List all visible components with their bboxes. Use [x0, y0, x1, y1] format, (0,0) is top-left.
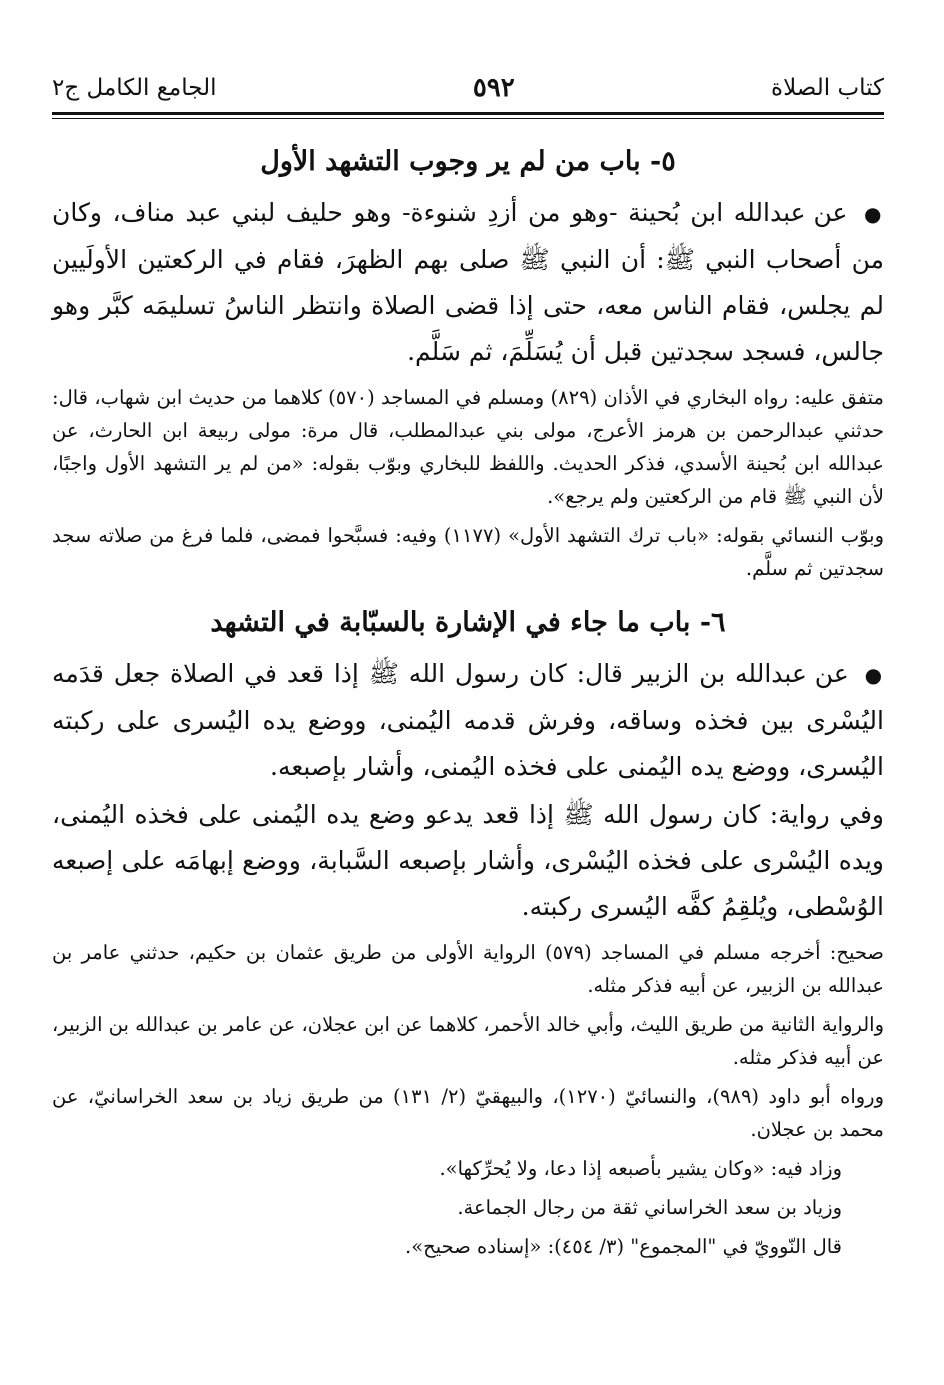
hadith-body: عن عبدالله ابن بُحينة -وهو من أزدِ شنوءة- وهو حليف لبني عبد مناف، وكان من أصحاب النبي ﷺ: أن النبي ﷺ صلى بهم الظهرَ، فقام في الركعتين الأولَيين لم يجلس، فقام الناس معه، حتى إذا قضى الصلاة وانتظر الناسُ تسليمَه كبَّر وهو جالس، فسجد سجدتين قبل أن يُسَلِّمَ، ثم سَلَّم. — [52, 198, 884, 366]
takhrij-note: صحيح: أخرجه مسلم في المساجد (٥٧٩) الرواية الأولى من طريق عثمان بن حكيم، حدثني عامر بن عبدالله بن الزبير، عن أبيه فذكر مثله. — [52, 941, 884, 997]
page-number: ٥٩٢ — [472, 73, 515, 103]
bullet-icon: ● — [864, 663, 884, 687]
volume-title: الجامع الكامل ج٢ — [52, 75, 217, 101]
section-heading: ٦- باب ما جاء في الإشارة بالسبّابة في التشهد — [210, 607, 726, 638]
takhrij-note: متفق عليه: رواه البخاري في الأذان (٨٢٩) ومسلم في المساجد (٥٧٠) كلاهما من حديث ابن شهاب، قال: حدثني عبدالرحمن بن هرمز الأعرج، مولى بني عبدالمطلب، قال مرة: مولى ربيعة ابن الحارث، عن عبدالله ابن بُحينة الأسدي، فذكر الحديث. واللفظ للبخاري وبوّب بقوله: «من لم ير التشهد الأول واجبًا، لأن النبي ﷺ قام من الركعتين ولم يرجع». — [52, 386, 884, 508]
hadith-body: عن عبدالله بن الزبير قال: كان رسول الله ﷺ إذا قعد في الصلاة جعل قدَمه اليُسْرى بين فخذه وساقه، وفرش قدمه اليُمنى، ووضع يده اليُسرى على ركبته اليُسرى، ووضع يده اليُمنى على فخذه اليُمنى، وأشار بإصبعه. — [52, 659, 884, 781]
running-header — [52, 68, 884, 108]
takhrij-note: وزاد فيه: «وكان يشير بأصبعه إذا دعا، ولا يُحرِّكها». — [439, 1157, 842, 1180]
book-title: كتاب الصلاة — [771, 75, 884, 101]
spacer — [52, 591, 884, 601]
header-rule — [52, 112, 884, 119]
page-content — [52, 140, 884, 1269]
takhrij-note: وبوّب النسائي بقوله: «باب ترك التشهد الأول» (١١٧٧) وفيه: فسبَّحوا فمضى، فلما فرغ من صلاته سجد سجدتين ثم سلَّم. — [52, 524, 885, 580]
takhrij-note: قال النّوويّ في "المجموع" (٣/ ٤٥٤): «إسناده صحيح». — [405, 1235, 842, 1258]
hadith-text — [52, 651, 884, 790]
takhrij-note: والرواية الثانية من طريق الليث، وأبي خالد الأحمر، كلاهما عن ابن عجلان، عن عامر بن عبدالله بن الزبير، عن أبيه فذكر مثله. — [52, 1013, 884, 1069]
section-heading: ٥- باب من لم ير وجوب التشهد الأول — [260, 146, 676, 177]
hadith-text — [52, 190, 884, 375]
bullet-icon: ● — [863, 202, 884, 226]
hadith-riwaya: وفي رواية: كان رسول الله ﷺ إذا قعد يدعو وضع يده اليُمنى على فخذه اليُمنى، ويده اليُسْرى على فخذه اليُسْرى، وأشار بإصبعه السَّبابة، ووضع إبهامَه على إصبعه الوُسْطى، ويُلقِمُ كفَّه اليُسرى ركبته. — [52, 800, 884, 921]
takhrij-note: ورواه أبو داود (٩٨٩)، والنسائيّ (١٢٧٠)، والبيهقيّ (٢/ ١٣١) من طريق زياد بن سعد الخراسانيّ، عن محمد بن عجلان. — [52, 1085, 884, 1141]
takhrij-note: وزياد بن سعد الخراساني ثقة من رجال الجماعة. — [457, 1196, 842, 1219]
